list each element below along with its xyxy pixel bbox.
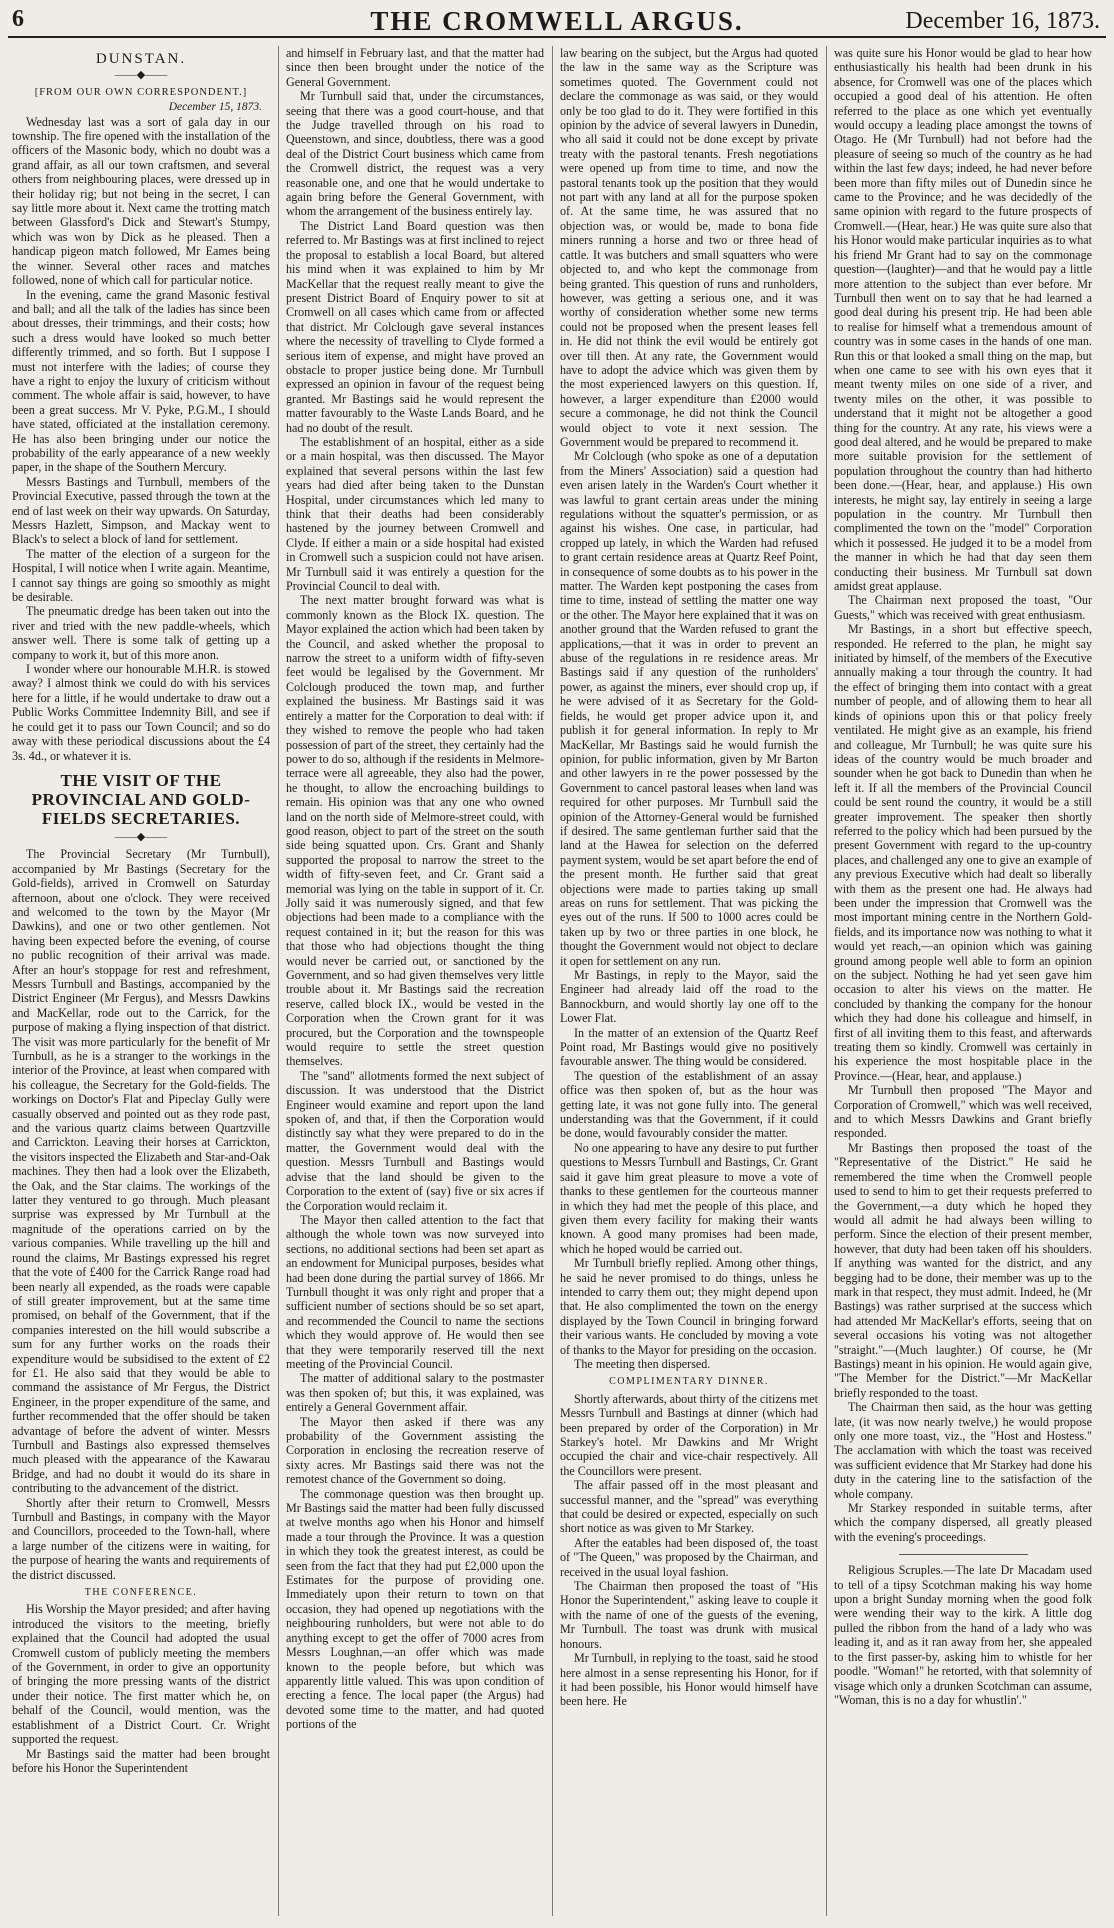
article-headline: THE VISIT OF THE PROVINCIAL AND GOLD-FIELDS SECRETARIES.: [31, 770, 251, 828]
paragraph: The establishment of an hospital, either as a side or a main hospital, was then discussed. The Mayor explained that several persons within the last few years had died after being taken to the Dunstan Hospital, under circumstances which led many to think that their deaths had been considerably hastened by the journey between Cromwell and Clyde. If either a main or a side hospital had existed in Cromwell such a suspicion could not have arisen. Mr Turnbull said it was entirely a question for the Provincial Council to deal with.: [286, 434, 544, 594]
paragraph: The commonage question was then brought up. Mr Bastings said the matter had been fully discussed at twelve months ago when his Honor and himself made a tour through the Province. It was a question in which they took the greatest interest, as could be seen from the fact that they had put £2,000 upon the Estimates for the purpose of providing one. Immediately upon their return to town on that occasion, they had opened up negotiations with the neighbouring runholders, but were not able to do anything except to get the offer of 7000 acres from Messrs Loughnan,—an offer which was made known to the people before, but which was apparently little valued. This was upon condition of erecting a fence. The local paper (the Argus) had devoted some time to the matter, and had quoted portions of the: [286, 1486, 544, 1732]
paragraph: Mr Colclough (who spoke as one of a deputation from the Miners' Association) said a question had even arisen lately in the Warden's Court whether it was lawful to grant certain areas under the mining regulations without the squatter's permission, or as against his wishes. One case, in particular, had cropped up lately, in which the Warden had refused to grant certain residence areas at Quartz Reef Point, in consequence of some doubts as to his power in the matter. The Warden kept postponing the cases from time to time, instead of settling the matter one way or the other. The Mayor here explained that it was on another ground that the Warden refused to grant the applications,—that it was in order to prevent an abuse of the regulations in re residence areas. Mr Bastings said if any question of the runholders' power, as against the miners, ever should crop up, if he were advised of it as Secretary for the Gold-fields, he would get proper advice upon it, and publish it for general information. In reply to Mr MacKellar, Mr Bastings said he would furnish the opinion, for public information, given by Mr Barton and other lawyers in re the power possessed by the Government to cancel pastoral leases when land was required for other purposes. Mr Turnbull said the opinion of the Attorney-General would be furnished if desired. The same gentleman further said that the land at the Hawea for selection on the deferred payment system, would be set apart before the end of the present month. He further said that great objections were made to parties taking up small areas on runs for settlement. That was picking the eyes out of the runs. If 500 to 1000 acres could be taken up by two or three parties in one block, he thought the Government would not object to declare it open for settlement on any run.: [560, 449, 818, 968]
paragraph: Mr Bastings, in a short but effective speech, responded. He referred to the plan, he might say initiated by himself, of the members of the Executive annually making a tour through the country. It had the effect of bringing them into contact with a great number of people, and of allowing them to hear all kinds of opinions upon this or that policy freely ventilated. He might give as an example, his friend and colleague, Mr Turnbull; he was quite sure his ideas of the country would be much broader and sounder when he got back to Dunedin than when he left it. If all the members of the Provincial Council could be sent round the country, it would be a still greater improvement. The speaker then shortly referred to the policy which had been pursued by the present Government with regard to the up-country places, and challenged any one to give an example of any previous Executive which had dealt so liberally with them as the present one had. He always had been under the impression that Cromwell was the most important mining centre in the Northern Gold-fields, and its importance now was nothing to what it would yet reach,—an opinion which was gaining ground among people well able to form an opinion on the subject. Nothing he had yet seen gave him occasion to alter his views on the matter. He concluded by thanking the company for the honour which they had done his colleague and himself, in first of all inviting them to this feast, and afterwards treating them so kindly. Cromwell was certainly in his experience the most hospitable place in the Province.—(Hear, hear, and applause.): [834, 622, 1092, 1083]
paragraph: Religious Scruples.—The late Dr Macadam used to tell of a tipsy Scotchman making his way home upon a bright Sunday morning when the good folk were wending their way to the kirk. A little dog pulled the ribbon from the hand of a lady who was leading it, and as it ran away from her, she appealed to the first passer-by, asking him to whistle for her poodle. "Woman!" he retorted, with that solemnity of visage which only a drunken Scotchman can assume, "Woman, this is no a day for whustlin'.": [834, 1563, 1092, 1707]
subheading: THE CONFERENCE.: [84, 1587, 198, 1599]
paragraph: The "sand" allotments formed the next subject of discussion. It was understood that the District Engineer would examine and report upon the land spoken of, and that, if then the Corporation would distinctly say what they were prepared to do in the matter, the Government would deal with the question. Messrs Turnbull and Bastings would advise that the land should be given to the Corporation to the extent of (say) five or six acres if the Corporation would reclaim it.: [286, 1068, 544, 1213]
paragraph: The Chairman next proposed the toast, "Our Guests," which was received with great enthusiasm.: [834, 593, 1092, 622]
paragraph: Mr Turnbull, in replying to the toast, said he stood here almost in a sense representing his Honor, for if it had been possible, his Honor would himself have been here. He: [560, 1651, 818, 1709]
paragraph: Mr Bastings, in reply to the Mayor, said the Engineer had already laid off the road to the Bannockburn, and would shortly lay one off to the Lower Flat.: [560, 968, 818, 1026]
paragraph-continued: was quite sure his Honor would be glad to hear how enthusiastically his health had been drunk in his absence, for Cromwell was one of the places which occupied a good deal of his attention. He often referred to the place as one which yet eventually would occupy a leading place amongst the towns of Otago. He (Mr Turnbull) had not before had the pleasure of seeing so much of the country as he had within the last few days; indeed, he had never before been more than fifty miles out of Dunedin since he came to the Province; and he was decidedly of the same opinion with regard to the future prospects of Cromwell.—(Hear, hear.) He was quite sure also that his Honor would make particular inquiries as to what his friend Mr Grant had to say on the commonage question—(laughter)—and that he would pay a little more attention to the subject than ever before. Mr Turnbull then went on to say that he had learned a good deal during his present trip. He had been able to realise for himself what a tremendous amount of country was in some cases in the hands of one man. Run this or that looked a small thing on the map, but when one came to see with his own eyes that it meant twenty miles on one side of a river, and twenty miles on the other, it was possible to understand that it might not be altogether a good thing for the country. At any rate, his views were a good deal altered, and he would be prepared to make more suitable provision for the settlement of population throughout the country than had hitherto been done.—(Hear, hear, and applause.) His own interests, he might say, lay entirely in seeing a large population in the country. Mr Turnbull then complimented the town on the "model" Corporation which it possessed. He judged it to be a model from the manner in which he had that day seen them conducting their business. Mr Turnbull sat down amidst great applause.: [834, 46, 1092, 594]
column-divider: [826, 46, 827, 1916]
paragraph: Mr Bastings then proposed the toast of the "Representative of the District." He said he remembered the time when the Cromwell people used to send to him to get their requests preferred to the Government,—a duty which he hoped they would all admit he had always been willing to perform. Since the election of their present member, however, that duty had been taken off his shoulders. If anything was wanted for the district, and any begging had to be done, their member was up to the mark in that respect, they must admit. Indeed, he (Mr Bastings) was rather surprised at the success which had attended Mr MacKellar's efforts, seeing that on several occasions his voting was not altogether "straight."—(Much laughter.) Of course, he (Mr Bastings) meant in his opinion. He would again give, "The Member for the District."—Mr MacKellar briefly responded to the toast.: [834, 1140, 1092, 1400]
paragraph: Mr Turnbull briefly replied. Among other things, he said he never promised to do things, unless he intended to carry them out; they might depend upon that. He also complimented the town on the energy displayed by the Town Council in bringing forward their various wants. He concluded by moving a vote of thanks to the Mayor for presiding on the occasion.: [560, 1256, 818, 1357]
column-3: [560, 46, 818, 1920]
dateline: December 15, 1873.: [168, 101, 262, 114]
paragraph-continued: and himself in February last, and that the matter had since then been brought under the notice of the General Government.: [286, 46, 544, 89]
byline: [FROM OUR OWN CORRESPONDENT.]: [34, 86, 248, 98]
paragraph: No one appearing to have any desire to put further questions to Messrs Turnbull and Bastings, Cr. Grant said it gave him great pleasure to move a vote of thanks to these gentlemen for the courteous manner in which they had met the people of this place, and given them every facility for making their wants known. A good many promises had been made, which he hoped would be carried out.: [560, 1140, 818, 1256]
paragraph: The District Land Board question was then referred to. Mr Bastings was at first inclined to reject the proposal to establish a local Board, but altered his mind when it was explained to him by Mr MacKellar that the request really meant to give the present District Board of Enquiry power to sit at Cromwell on all cases which came from or affected that district. Mr Colclough gave several instances where the necessity of travelling to Clyde formed a serious item of expense, and might have proved an obstacle to proper justice being done. Mr Turnbull expressed an opinion in favour of the request being granted. Mr Bastings said he would represent the matter favourably to the Waste Lands Board, and he had no doubt of the result.: [286, 218, 544, 435]
ornament-dash: ——◆——: [114, 830, 168, 843]
paragraph: The affair passed off in the most pleasant and successful manner, and the "spread" was everything that could be desired or expected, especially on such short notice as was given to Mr Starkey.: [560, 1478, 818, 1536]
ornament-dash: ——◆——: [114, 69, 168, 82]
separator-rule: [899, 1554, 1028, 1555]
page-number: 6: [12, 6, 24, 32]
paragraph: The matter of additional salary to the postmaster was then spoken of; but this, it was explained, was entirely a General Government affair.: [286, 1371, 544, 1415]
paragraph: Mr Turnbull then proposed "The Mayor and Corporation of Cromwell," which was well received, and to which Messrs Dawkins and Grant briefly responded.: [834, 1083, 1092, 1141]
paragraph: The Chairman then proposed the toast of "His Honor the Superintendent," asking leave to couple it with the name of one of the guests of the evening, Mr Turnbull. The toast was drunk with musical honours.: [560, 1579, 818, 1651]
paragraph: I wonder where our honourable M.H.R. is stowed away? I almost think we could do with his services here for a little, if he would undertake to draw out a Public Works Committee Indemnity Bill, and see if he could get it to pass our Town Council; and so do away with these periodical discussions about the £4 3s. 4d., or whatever it is.: [12, 662, 270, 763]
subheading: COMPLIMENTARY DINNER.: [609, 1376, 769, 1388]
paragraph: In the evening, came the grand Masonic festival and ball; and all the talk of the ladies has since been about dresses, their trimmings, and their costs; how such a dress would have looked so much better differently trimmed, and so forth. But I suppose I must not interfere with the ladies; of course they have a right to enjoy the luxury of criticism without comment. The whole affair is said, however, to have been a great success. Mr V. Pyke, P.G.M., I should have stated, officiated at the installation ceremony. He has also been bringing under our notice the probability of the early appearance of a new weekly paper, in the shape of the Southern Mercury.: [12, 287, 270, 475]
column-4: [834, 46, 1092, 1920]
paragraph: The meeting then dispersed.: [574, 1356, 711, 1371]
paragraph: Messrs Bastings and Turnbull, members of the Provincial Executive, passed through the town at the end of last week on their way upwards. On Saturday, Messrs Hazlett, Simpson, and Mackay went to Black's to select a block of land for settlement.: [12, 474, 270, 547]
newspaper-title: THE CROMWELL ARGUS.: [370, 6, 744, 36]
paragraph: The Mayor then asked if there was any probability of the Government assisting the Corporation in enclosing the recreation reserve of sixty acres. Mr Bastings said there was not the remotest chance of the Government so doing.: [286, 1414, 544, 1487]
paragraph: Wednesday last was a sort of gala day in our township. The fire opened with the installation of the officers of the Masonic body, which no doubt was a grand affair, as all our town craftsmen, and several others from neighbouring places, were dressed up in their holiday rig; but not being in the secret, I can say little more about it. Next came the trotting match between Glassford's Dick and Stewart's Stumpy, which was won by Dick as he pleased. Then a handicap pigeon match followed, Mr Eames being the winner. Several other races and matches followed, none of which call for particular notice.: [12, 114, 270, 288]
paragraph: The Mayor then called attention to the fact that although the whole town was now surveyed into sections, no additional sections had been set apart as an endowment for Municipal purposes, besides what had been done during the partial survey of 1866. Mr Turnbull thought it was only right and proper that a sufficient number of sections should be so set apart, and recommended the Council to name the sections which they would approve of. He would then see that they were temporarily reserved till the next meeting of the Provincial Council.: [286, 1212, 544, 1371]
paragraph: The question of the establishment of an assay office was then spoken of, but as the hour was getting late, it was not gone fully into. The general understanding was that the Government, if it could be done, would favourably consider the matter.: [560, 1068, 818, 1141]
paragraph: Mr Turnbull said that, under the circumstances, seeing that there was a good court-house, and that the Judge travelled through on his road to Queenstown, and since, doubtless, there was a good deal of the District Court business which came from the Cromwell district, the request was a very reasonable one, and one that he would undertake to again bring before the General Government, with whom the arrangement of the business entirely lay.: [286, 89, 544, 219]
paragraph: The next matter brought forward was what is commonly known as the Block IX. question. The Mayor explained the action which had been taken by the Council, and asked whether the proposal to narrow the street to a uniform width of fifty-seven feet would be legalised by the Government. Mr Colclough produced the town map, and further explained the business. Mr Bastings said it was entirely a matter for the Corporation to deal with: if they wished to remove the people who had taken possession of part of the street, they certainly had the power to do so, although if the residents in Melmore-terrace were all agreeable, they also had the power, he thought, to allow the encroaching buildings to remain. His opinion was that any one who owned land on the north side of Melmore-street could, with good reason, object to part of the street on the south side being squatted upon. Crs. Grant and Shanly supported the proposal to narrow the street to the width of fifty-seven feet, and Cr. Grant said a memorial was lying on the table in support of it. Cr. Jolly said it was numerously signed, and that few objections had been made to a compliance with the request contained in it; but the reason for this was that those who had objections thought the thing would never be carried out, or sanctioned by the Government, and so had given themselves very little trouble about it. Mr Bastings said the recreation reserve, called block IX., would be vested in the Corporation when the Crown grant for it was procured, but the Corporation and the townspeople would require to settle the street question themselves.: [286, 593, 544, 1069]
paragraph: His Worship the Mayor presided; and after having introduced the visitors to the meeting, briefly explained that the Council had adopted the usual Cromwell custom of publicly meeting the members of the Government, in order to give an opportunity of bringing the more pressing wants of the district under their notice. The first matter which he, on behalf of the Council, would mention, was the establishment of a District Court. Cr. Wright supported the request.: [12, 1602, 270, 1747]
paragraph: In the matter of an extension of the Quartz Reef Point road, Mr Bastings would give no positively favourable answer. The thing would be considered.: [560, 1025, 818, 1069]
column-divider: [278, 46, 279, 1916]
paragraph: The pneumatic dredge has been taken out into the river and tried with the new paddle-wheels, which answer well. There is some talk of getting up a company to work it, but of this more anon.: [12, 604, 270, 662]
paragraph: The matter of the election of a surgeon for the Hospital, I will notice when I write again. Meantime, I cannot say things are going so smoothly as might be desirable.: [12, 546, 270, 605]
paragraph: Shortly after their return to Cromwell, Messrs Turnbull and Bastings, in company with the Mayor and Councillors, proceeded to the Town-hall, where a large number of the citizens were in waiting, for the purpose of hearing the wants and requirements of the district discussed.: [12, 1495, 270, 1582]
section-title: DUNSTAN.: [95, 51, 187, 67]
paragraph: Mr Starkey responded in suitable terms, after which the company dispersed, all greatly pleased with the evening's proceedings.: [834, 1501, 1092, 1544]
masthead: [8, 6, 1106, 38]
column-2: [286, 46, 544, 1920]
column-1: [12, 46, 270, 1920]
paragraph: After the eatables had been disposed of, the toast of "The Queen," was proposed by the Chairman, and received in the usual loyal fashion.: [560, 1535, 818, 1579]
column-divider: [552, 46, 553, 1916]
paragraph-continued: law bearing on the subject, but the Argus had quoted the law in the same way as the Scripture was sometimes quoted. The Government could not declare the commonage as was said, or they would only be too glad to do it. They were fortified in this opinion by the advice of several lawyers in Dunedin, who all said it could not be done except by private treaty with the pastoral tenants. Fresh negotiations were opened up from time to time, and now the pastoral tenants took up the position that they would not part with any land at all for the purpose spoken of. At the same time, he was assured that no objection was, or would be, made to bona fide miners running a horse and two or three head of cattle. It was butchers and small squatters who were objected to, and who kept the commonage from being granted. This question of runs and runholders, however, was getting a serious one, and it was worthy of consideration whether some new terms could not be proposed when the present leases fell in. He did not think the evil would be entirely got over till then. At any rate, the Government would have to adopt the advice which was given them by the most experienced lawyers on this question. If, however, a larger expenditure than £2000 would secure a commonage, he did not think the Council would object to vote it next session. The Government would be prepared to recommend it.: [560, 46, 818, 449]
paragraph: The Provincial Secretary (Mr Turnbull), accompanied by Mr Bastings (Secretary for the Gold-fields), arrived in Cromwell on Saturday afternoon, about one o'clock. They were received and welcomed to the town by the Mayor (Mr Dawkins), and one or two other gentlemen. Not having been expected before the evening, of course no public recognition of their arrival was made. After an hour's stoppage for rest and refreshment, Messrs Turnbull and Bastings, accompanied by the District Engineer (Mr Fergus), and Messrs Dawkins and MacKellar, rode out to the Carrick, for the purpose of making a flying inspection of that district. The visit was more particularly for the benefit of Mr Turnbull, as he is a stranger to the workings in the interior of the Province, at least when compared with his colleague, the Secretary for the Gold-fields. The workings on Doctor's Flat and Pipeclay Gully were casually observed and pointed out as they rode past, and the various quartz claims between Quartzville and Carrickton. Leaving their horses at Carrickton, the visitors inspected the Elizabeth and Star-and-Oak machines. They then had a look over the Elizabeth, the Oak, and the Star claims. The workings of the latter they ventured to go through. Much pleasant surprise was expressed by Mr Turnbull at the magnitude of the operations carried on by the various companies. While travelling up the hill and round the claims, Mr Bastings expressed his regret that the vote of £400 for the Carrick Range road had been nearly all expended, as the roads were capable of still greater improvement, but at the same time promised, on behalf of the Government, that if the companies interested on the hill would subscribe a sum for any further works on the roads their expenditure would be subsidised to the extent of £2 for £1. He also said that they would be able to command the assistance of Mr Fergus, the District Engineer, in the proper expenditure of the same, and further recommended that the offer should be taken advantage of before the advent of winter. Messrs Turnbull and Bastings also expressed themselves much pleased with the appearance of the Kawarau Bridge, and had no doubt it would do its share in contributing to the advancement of the district.: [12, 847, 270, 1496]
paragraph: Mr Bastings said the matter had been brought before his Honor the Superintendent: [12, 1746, 270, 1775]
issue-date: December 16, 1873.: [905, 8, 1100, 34]
paragraph: Shortly afterwards, about thirty of the citizens met Messrs Turnbull and Bastings at dinner (which had been prepared by order of the Corporation) in Mr Starkey's hotel. Mr Dawkins and Mr Wright occupied the chair and vice-chair respectively. All the Councillors were present.: [560, 1391, 818, 1478]
paragraph: The Chairman then said, as the hour was getting late, (it was now nearly twelve,) he would propose only one more toast, viz., the "Host and Hostess." The acclamation with which the toast was received was sufficient evidence that Mr Starkey had done his duty in the catering line to the satisfaction of the whole company.: [834, 1400, 1092, 1501]
